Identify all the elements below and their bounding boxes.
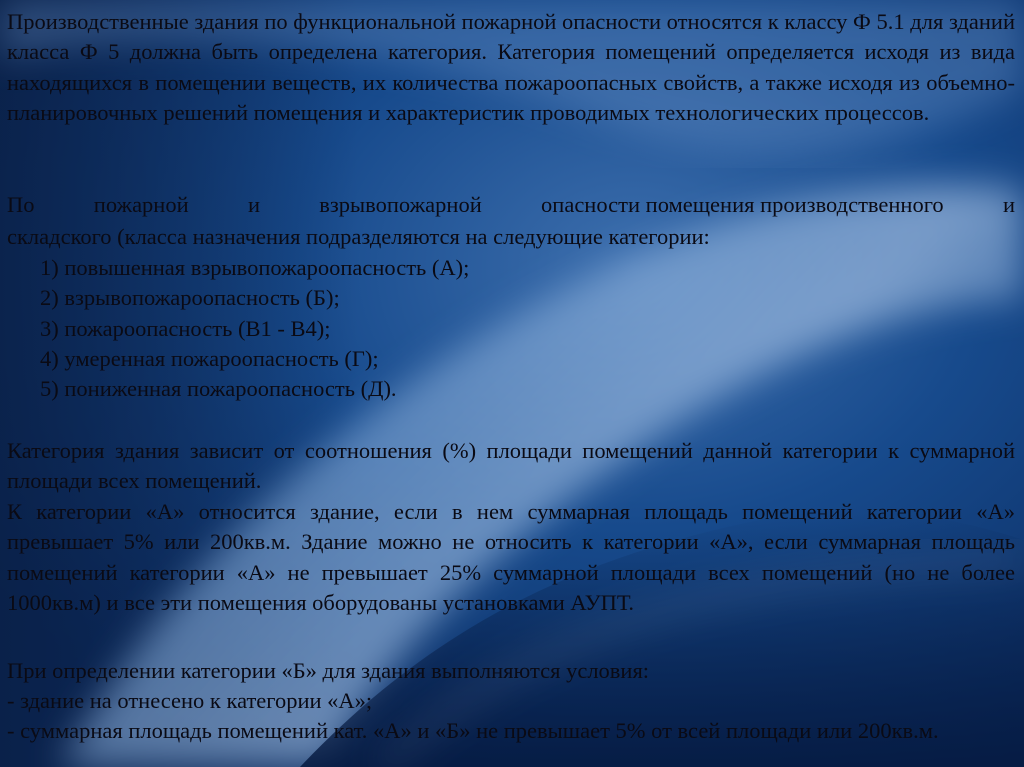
paragraph-category-b-intro: При определении категории «Б» для здания выполняются условия: [7,658,650,683]
word: пожарной [93,192,189,217]
paragraph-categories-intro-line1 [7,190,1015,220]
list-item: 4) умеренная пожароопасность (Г); [40,345,379,371]
word: По [7,192,35,217]
word: взрывопожарной [319,192,482,217]
list-item: 3) пожароопасность (В1 - В4); [40,315,331,341]
paragraph-category-b-condition-2: - суммарная площадь помещений кат. «А» и «Б» не превышает 5% от всей площади или 200кв.м. [7,718,939,743]
list-item: 1) повышенная взрывопожароопасность (А); [40,255,470,280]
paragraph-category-a: К категории «А» относится здание, если в нем суммарная площадь помещений категории «А» превышает 5% или 200кв.м. Здание можно не относить к категории «А», если суммарная площадь помещений категории «А» не превышает 25% суммарной площади всех помещений (но не более 1000кв.м) и все эти помещения оборудованы установками АУПТ. [7,499,1015,615]
list-item: 2) взрывопожароопасность (Б); [40,285,340,311]
paragraph-building-category: Категория здания зависит от соотношения (%) площади помещений данной категории к суммарной площади всех помещений. [7,438,1015,494]
paragraph-category-b-condition-1: - здание на отнесено к категории «А»; [7,688,373,713]
word: и [247,192,260,217]
paragraph-building-class: Производственные здания по функциональной пожарной опасности относятся к классу Ф 5.1 для зданий класса Ф 5 должна быть определена категория. Категория помещений определяется исходя из вида находящихся в помещении веществ, их количества пожароопасных свойств, а также исходя из объемно-планировочных решений помещения и характеристик проводимых технологических процессов. [7,9,1015,125]
word: и [1002,192,1015,217]
word: опасности помещения производственного [541,192,944,217]
paragraph-categories-intro-line2: складского (класса назначения подразделяются на следующие категории: [7,224,710,249]
list-item: 5) пониженная пожароопасность (Д). [40,376,397,402]
category-list [40,253,469,404]
